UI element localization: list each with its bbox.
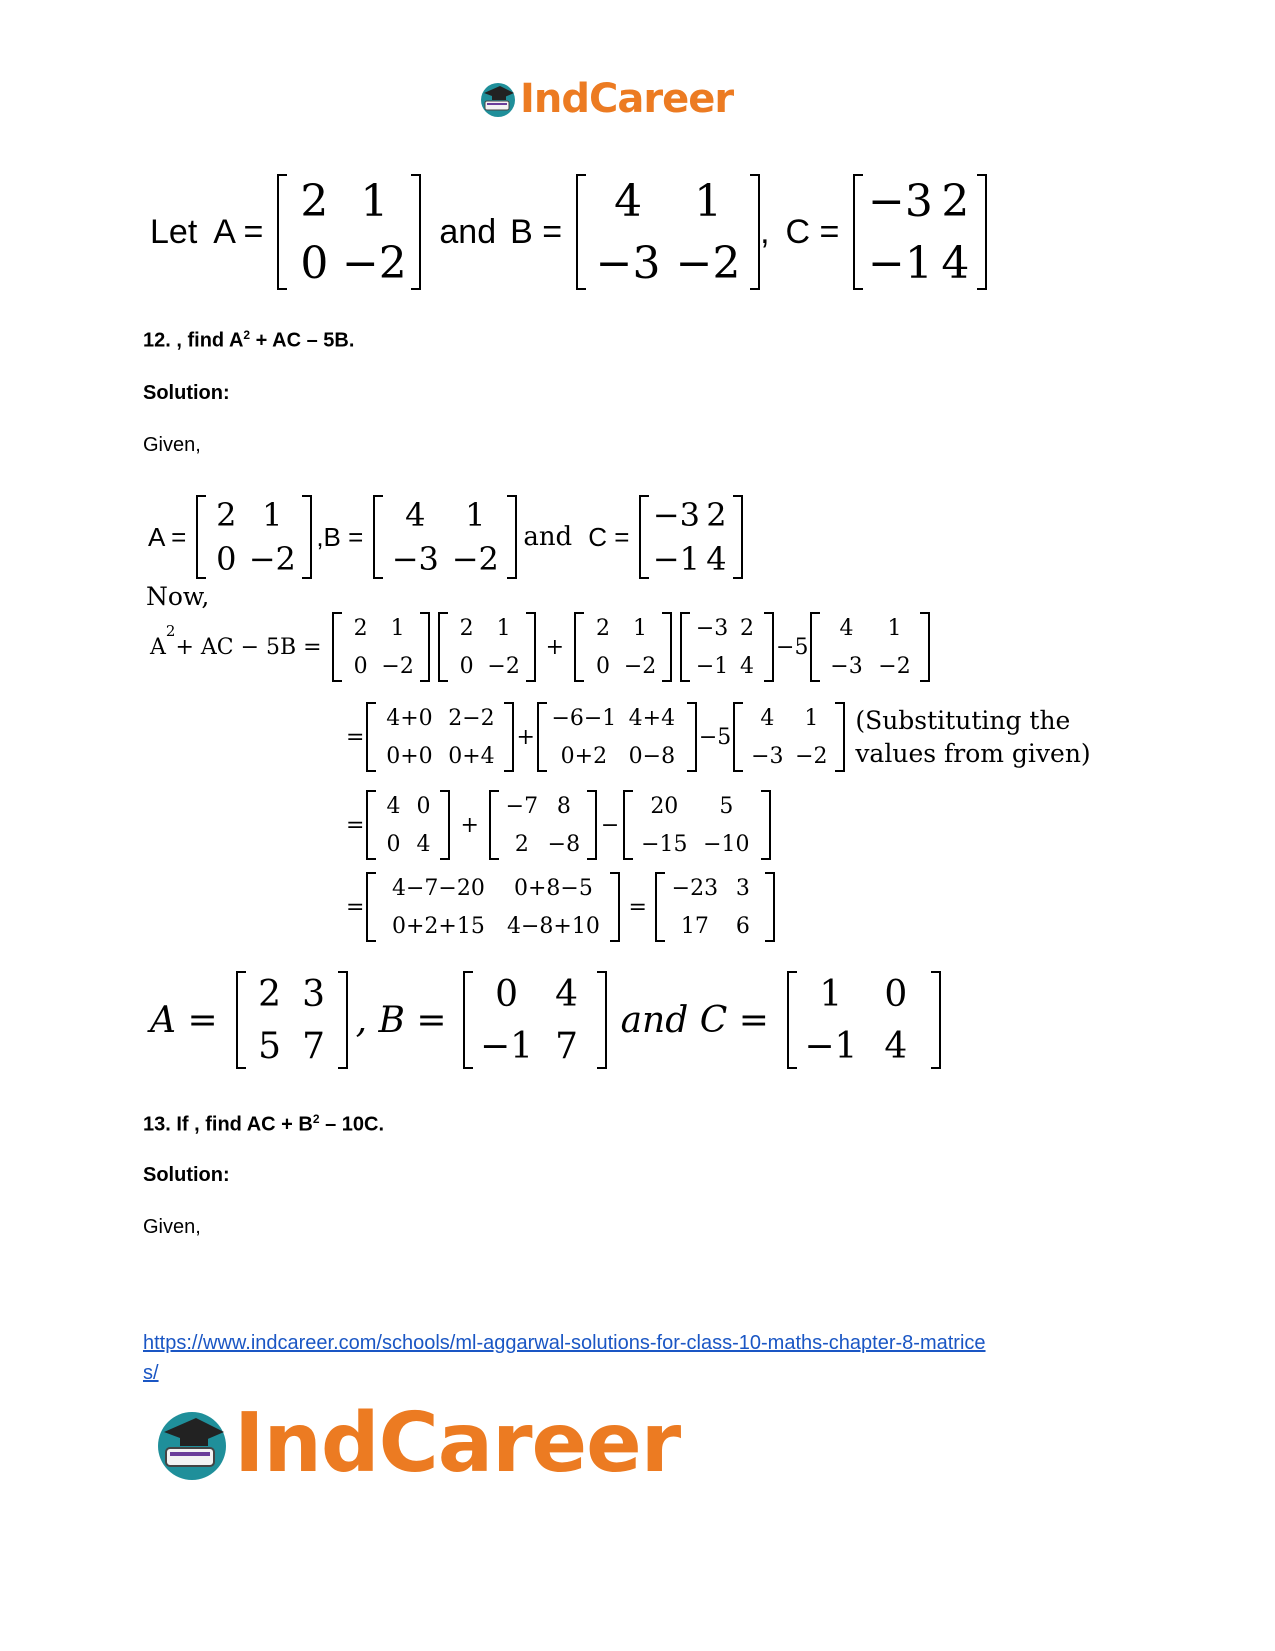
cell: 2 [300,175,329,227]
a-label: A = [213,212,264,251]
comma: , [760,212,770,251]
question-12 [143,328,354,353]
given-a-label: A = [148,521,187,552]
cell: 0 [495,973,519,1015]
cell: 6 [735,913,750,939]
cell: −7 [505,793,539,819]
cell: 4 [760,705,775,731]
cell: −2 [623,653,657,679]
cell: 4−8+10 [507,913,600,939]
cell: −10 [703,831,750,857]
cell: −23 [671,875,719,901]
b2-matrix-c [787,971,941,1069]
cell: 0+2+15 [392,913,485,939]
graduation-cap-icon [152,1403,232,1485]
cell: −3 [830,653,863,679]
r4-matrix-1 [366,872,620,942]
question-12-rest: + AC – 5B. [250,329,355,352]
cell: 0 [353,653,368,679]
cell: −1 [652,540,700,578]
r2-note-line2: values from given) [855,739,1091,768]
matrix-definitions-13 [150,970,941,1070]
cell: 1 [694,175,723,227]
work-row-4 [346,870,775,944]
b2-a-label: A = [150,999,218,1041]
given-matrix-a [196,495,312,579]
cell: 8 [556,793,571,819]
cell: 0−8 [628,743,676,769]
given-b-label: ,B = [316,521,364,552]
r1-minus5: −5 [776,634,809,660]
question-12-text: 12. , find A [143,329,244,352]
cell: 0+4 [448,743,495,769]
r2-matrix-3 [733,702,845,772]
cell: 5 [719,793,734,819]
r1-plus: + [545,634,565,660]
cell: 7 [555,1025,579,1067]
header-logo [478,76,733,122]
r4-eq: = [346,894,365,920]
cell: 3 [302,973,326,1015]
cell: 2 [459,615,474,641]
cell: 4 [555,973,579,1015]
cell: −3 [595,237,661,289]
cell: −2 [451,540,499,578]
cell: 4 [614,175,643,227]
r3-matrix-3 [623,790,771,860]
b2-and-c-label: and C = [620,999,769,1041]
footer-logo [152,1396,680,1491]
matrix-b [576,174,760,290]
cell: 0 [216,540,237,578]
given-label-12: Given, [143,434,201,456]
let-label: Let [150,212,198,251]
cell: 4 [386,793,401,819]
cell: 4 [884,1025,908,1067]
logo-text: IndCareer [520,76,734,122]
cell: 1 [887,615,902,641]
cell: 2 [596,615,611,641]
r3-matrix-1 [366,790,450,860]
given-and: and [523,522,573,552]
cell: −3 [695,615,729,641]
cell: 7 [302,1025,326,1067]
cell: −3 [652,496,700,534]
cell: 1 [633,615,648,641]
given-matrix-c [639,495,743,579]
r1-matrix-1 [332,612,430,682]
b2-matrix-a [236,971,348,1069]
now-label: Now, [146,582,210,611]
r2-matrix-1 [366,702,514,772]
cell: 0 [300,237,329,289]
r3-plus: + [460,812,479,838]
footer-logo-text: IndCareer [234,1396,681,1491]
r2-note [855,704,1090,770]
cell: 2−2 [448,705,495,731]
cell: 0 [416,793,431,819]
cell: 4−7−20 [392,875,485,901]
r1-matrix-2 [438,612,536,682]
cell: 0+8−5 [514,875,593,901]
question-12-sup: 2 [243,328,251,342]
cell: −8 [547,831,581,857]
cell: −15 [641,831,688,857]
r1-matrix-5 [810,612,930,682]
r1-matrix-3 [574,612,672,682]
cell: −3 [751,743,784,769]
matrix-definitions-top [150,172,987,292]
r2-note-line1: (Substituting the [855,706,1071,735]
cell: −1 [867,237,933,289]
lhs-a: A [150,634,166,660]
r4-eq2: = [628,894,647,920]
question-13 [143,1112,384,1137]
cell: −2 [381,653,414,679]
r4-matrix-2 [655,872,775,942]
cell: −6−1 [551,705,617,731]
given-label-13: Given, [143,1216,201,1238]
work-row-3 [346,788,771,862]
cell: 0 [386,831,401,857]
cell: 4 [405,496,426,534]
work-row-1 [150,610,930,684]
cell: 2 [353,615,368,641]
r2-minus5: −5 [698,724,732,750]
graduation-cap-icon [478,79,518,119]
cell: 4 [839,615,854,641]
cell: 2 [706,496,727,534]
cell: −2 [675,237,741,289]
b2-matrix-b [463,971,607,1069]
r1-matrix-4 [680,612,774,682]
cell: 0 [884,973,908,1015]
cell: −2 [795,743,828,769]
cell: 1 [465,496,486,534]
r2-matrix-2 [537,702,697,772]
r3-eq: = [346,812,365,838]
r2-plus: + [516,724,535,750]
cell: 2 [258,973,282,1015]
cell: −1 [804,1025,858,1067]
cell: −3 [391,540,439,578]
b-label: B = [510,212,563,251]
cell: 0 [596,653,611,679]
cell: 0+2 [560,743,608,769]
cell: 0+0 [386,743,433,769]
cell: 5 [258,1025,282,1067]
cell: −2 [487,653,520,679]
question-13-sup: 2 [312,1112,320,1126]
cell: 17 [680,913,709,939]
source-link-line1: https://www.indcareer.com/schools/ml-aggarwal-solutions-for-class-10-maths-chapter-8-matrice [143,1332,986,1354]
cell: 4+0 [386,705,433,731]
cell: 2 [514,831,529,857]
cell: 4 [941,237,970,289]
cell: 2 [941,175,970,227]
cell: −1 [480,1025,534,1067]
r3-minus: − [600,812,620,838]
lhs-rest: + AC − 5B = [175,634,322,660]
cell: 4 [416,831,431,857]
matrix-a [277,174,421,290]
c-label: C = [785,212,840,251]
lhs-sup: 2 [165,622,176,640]
given-c-label: C = [588,521,630,552]
cell: −2 [341,237,407,289]
cell: 4 [740,653,755,679]
cell: −2 [248,540,296,578]
source-link-line2: s/ [143,1362,159,1384]
source-link[interactable] [143,1328,1083,1388]
cell: 1 [804,705,819,731]
and-label: and [439,212,497,251]
question-13-text: 13. If , find AC + B [143,1113,313,1136]
cell: 4 [706,540,727,578]
cell: 3 [735,875,750,901]
cell: 1 [262,496,283,534]
cell: 4+4 [628,705,676,731]
cell: −1 [695,653,729,679]
cell: 1 [360,175,389,227]
cell: −2 [878,653,911,679]
cell: 1 [819,973,843,1015]
matrix-c [853,174,987,290]
given-matrix-b [373,495,517,579]
cell: 2 [216,496,237,534]
solution-label-12: Solution: [143,382,230,404]
b2-b-label: , B = [355,999,447,1041]
cell: −3 [867,175,933,227]
cell: 20 [650,793,679,819]
r3-matrix-2 [489,790,597,860]
given-matrices-12 [148,494,743,580]
cell: 1 [390,615,405,641]
cell: 0 [459,653,474,679]
question-13-rest: – 10C. [319,1113,385,1136]
cell: 1 [496,615,511,641]
work-row-2 [346,700,1091,774]
solution-label-13: Solution: [143,1164,230,1186]
r2-eq: = [346,724,365,750]
cell: 2 [740,615,755,641]
